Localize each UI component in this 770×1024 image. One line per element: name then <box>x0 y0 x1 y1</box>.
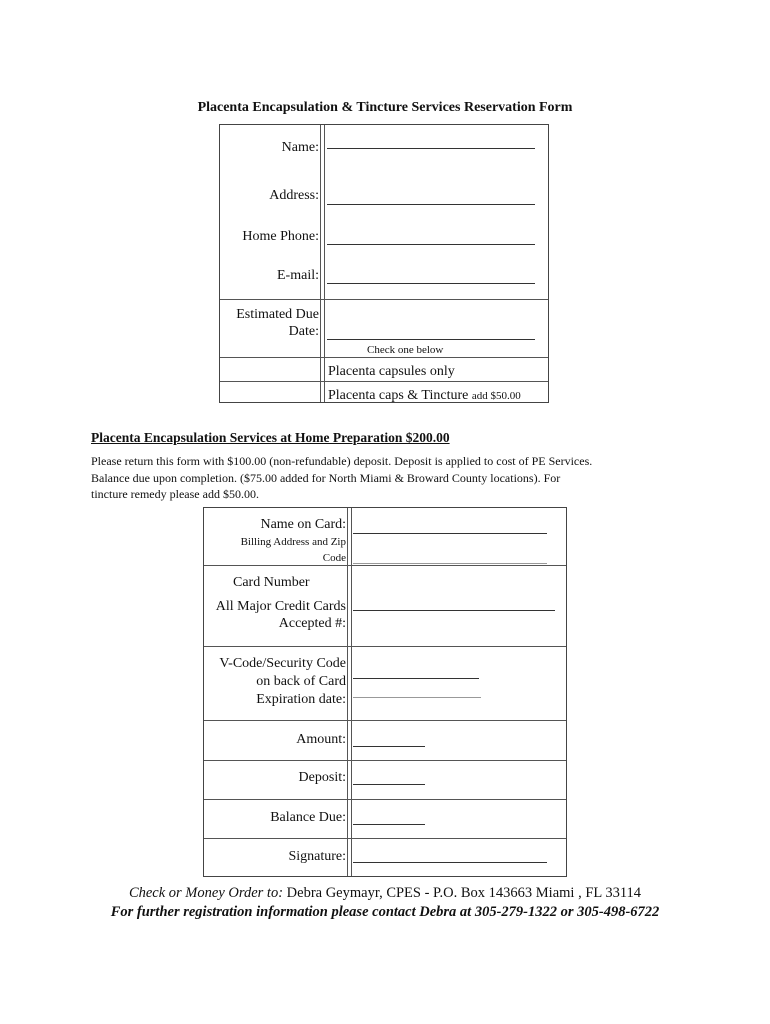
billing-address-field[interactable] <box>353 563 547 564</box>
due-date-label-2: Date: <box>288 324 319 339</box>
option-capsules[interactable]: Placenta capsules only <box>328 364 455 379</box>
name-field[interactable] <box>327 148 535 149</box>
check-one-label: Check one below <box>367 344 444 356</box>
due-date-field[interactable] <box>327 339 535 340</box>
check-money-order-line <box>0 885 770 902</box>
column-divider <box>324 125 325 402</box>
section-heading: Placenta Encapsulation Services at Home Preparation $200.00 <box>91 430 450 445</box>
email-label: E-mail: <box>277 268 319 283</box>
card-number-field[interactable] <box>353 610 555 611</box>
vcode-label-1: V-Code/Security Code <box>219 656 346 671</box>
signature-field[interactable] <box>353 862 547 863</box>
option-tincture-note: add $50.00 <box>471 390 521 402</box>
row-divider <box>204 799 566 800</box>
vcode-field[interactable] <box>353 678 479 679</box>
major-cards-label-2: Accepted #: <box>278 616 346 631</box>
expiration-label: Expiration date: <box>256 692 346 707</box>
name-on-card-field[interactable] <box>353 533 547 534</box>
check-label: Check or Money Order to: <box>128 885 284 901</box>
name-label: Name: <box>281 140 319 155</box>
amount-field[interactable] <box>353 746 425 747</box>
contact-line: For further registration information please contact Debra at 305-279-1322 or 305-498-6722 <box>110 904 660 920</box>
home-phone-label: Home Phone: <box>242 229 319 244</box>
billing-label-2: Code <box>322 552 346 564</box>
amount-label: Amount: <box>296 732 346 747</box>
address-label: Address: <box>269 188 319 203</box>
balance-due-field[interactable] <box>353 824 425 825</box>
payment-table <box>203 507 567 877</box>
form-title: Placenta Encapsulation & Tincture Services Reservation Form <box>197 100 573 115</box>
option-tincture-label: Placenta caps & Tincture <box>328 388 469 403</box>
card-number-label: Card Number <box>233 575 310 590</box>
deposit-label: Deposit: <box>298 770 346 785</box>
vcode-label-2: on back of Card <box>256 674 346 689</box>
signature-label: Signature: <box>288 849 346 864</box>
billing-label-1: Billing Address and Zip <box>240 536 346 548</box>
balance-due-label: Balance Due: <box>270 810 346 825</box>
name-on-card-label: Name on Card: <box>260 517 346 532</box>
deposit-field[interactable] <box>353 784 425 785</box>
row-divider <box>220 381 548 382</box>
reservation-table <box>219 124 549 403</box>
expiration-field[interactable] <box>353 697 481 698</box>
address-field[interactable] <box>327 204 535 205</box>
row-divider <box>220 299 548 300</box>
column-divider <box>320 125 321 402</box>
row-divider <box>204 760 566 761</box>
due-date-label-1: Estimated Due <box>236 307 319 322</box>
paragraph-line: Please return this form with $100.00 (non-refundable) deposit. Deposit is applied to cost of PE Services. <box>91 454 593 468</box>
email-field[interactable] <box>327 283 535 284</box>
major-cards-label-1: All Major Credit Cards <box>215 599 346 614</box>
column-divider <box>351 508 352 876</box>
check-payee: Debra Geymayr, CPES - P.O. Box 143663 Miami , FL 33114 <box>286 885 642 901</box>
row-divider <box>204 646 566 647</box>
row-divider <box>204 838 566 839</box>
home-phone-field[interactable] <box>327 244 535 245</box>
option-tincture[interactable] <box>328 387 521 405</box>
column-divider <box>347 508 348 876</box>
section-paragraph <box>91 453 691 503</box>
paragraph-line: Balance due upon completion. ($75.00 added for North Miami & Broward County locations). For <box>91 470 561 485</box>
paragraph-line: tincture remedy please add $50.00. <box>91 487 259 501</box>
row-divider <box>204 720 566 721</box>
